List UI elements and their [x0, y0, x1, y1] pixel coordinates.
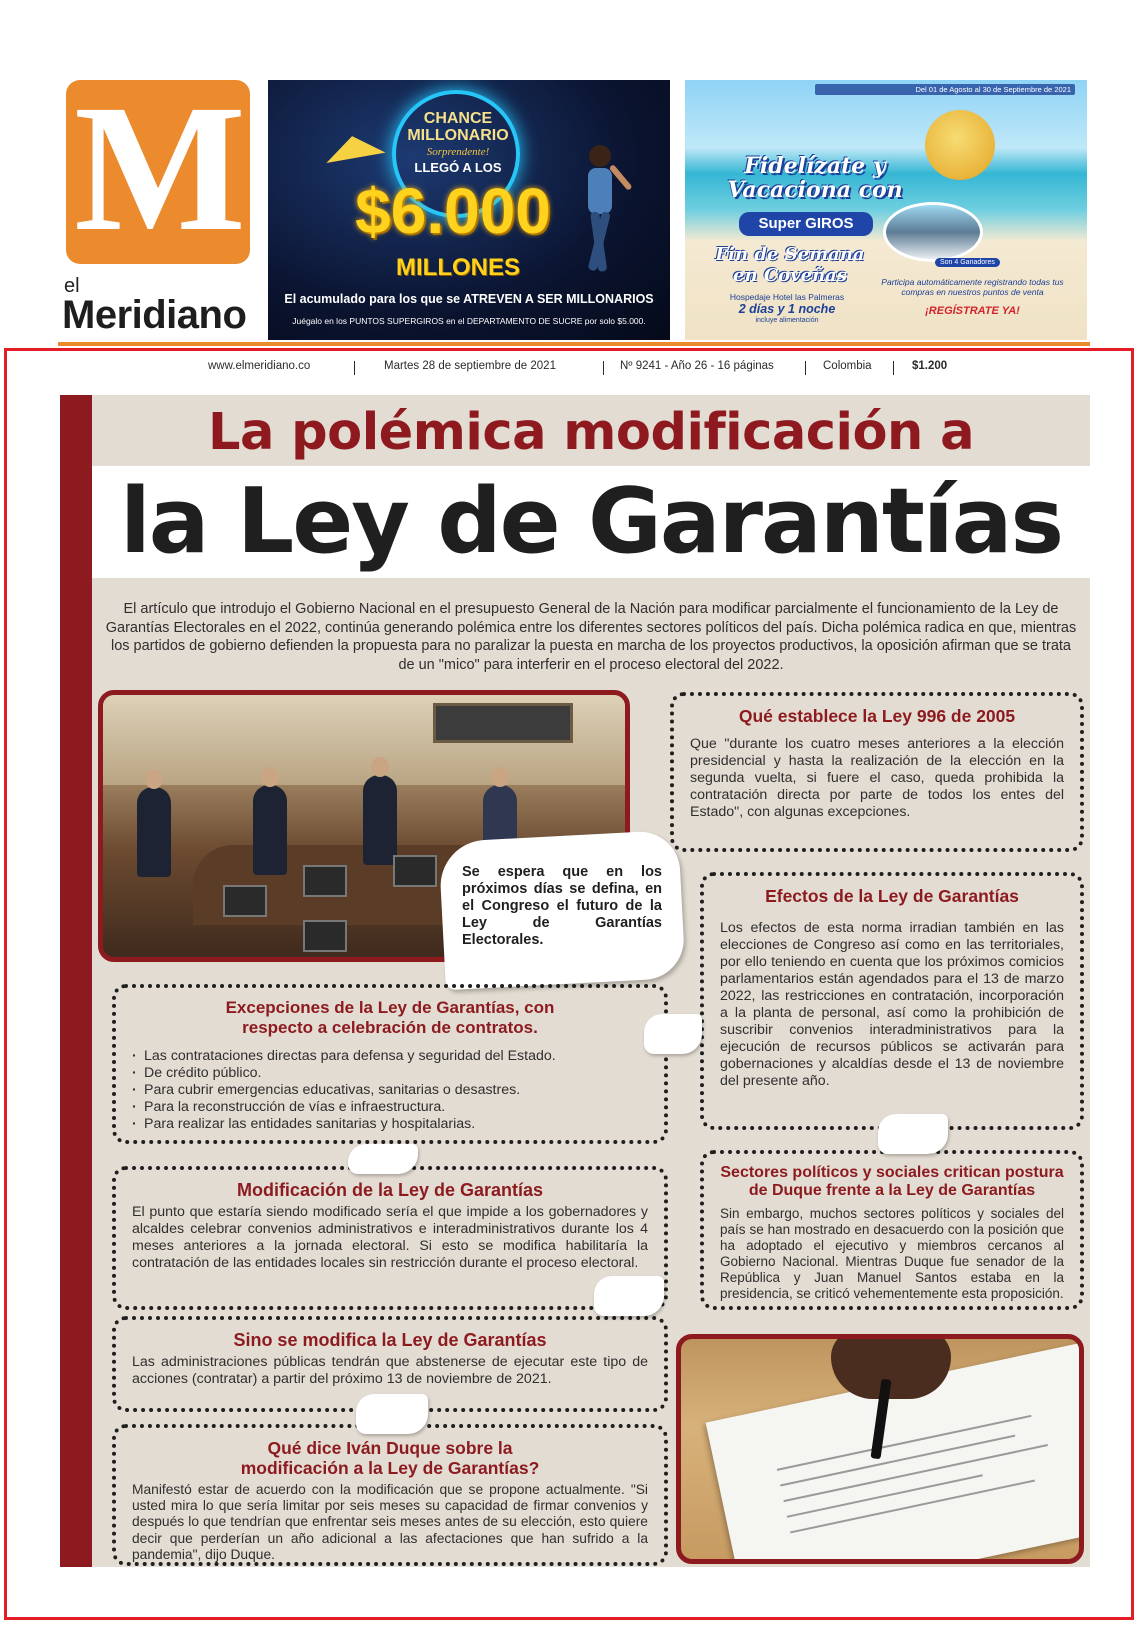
logo-letter: M	[74, 80, 242, 264]
ad-supergiros-incluye: incluye alimentación	[755, 317, 819, 324]
list-item: · De crédito público.	[132, 1065, 648, 1082]
box-sectores	[700, 1150, 1084, 1310]
photo-hand	[831, 1334, 951, 1399]
box-modificacion	[112, 1166, 668, 1310]
photo-person-head	[491, 767, 509, 787]
ad-supergiros-date: Del 01 de Agosto al 30 de Septiembre de 2021	[815, 84, 1075, 95]
box-ley-996-text: Que "durante los cuatro meses anteriores a la elección presidencial y hasta la realización de la elección en la segunda vuelta, si fuere el caso, queda prohibida la contratación directa por parte de todos los entes del Estado", con algunas excepciones.	[690, 736, 1064, 820]
connector-blob	[878, 1114, 948, 1154]
box-ley-996	[670, 692, 1084, 852]
photo-person-head	[371, 757, 389, 777]
ad-supergiros-ganadores: Son 4 Ganadores	[935, 258, 1000, 267]
logo-el: el	[64, 275, 80, 297]
article-intro: El artículo que introdujo el Gobierno Nacional en el presupuesto General de la Nación para modificar parcialmente el funcionamiento de la Ley de Garantías Electorales en el 2022, continúa generando polémica entre los diferentes sectores políticos del país. Dicha polémica radica en que, mientras los partidos de gobierno defienden la propuesta para no paralizar la puesta en marcha de los proyectos productivos, la oposición afirman que se trata de un "mico" para interferir en el proceso electoral del 2022.	[105, 601, 1077, 673]
photo-person	[363, 775, 397, 865]
dateline-separator	[354, 361, 355, 375]
connector-blob	[348, 1144, 418, 1174]
ad-supergiros-participa: Participa automáticamente registrando todas tus compras en nuestros puntos de venta	[881, 277, 1064, 297]
box-modificacion-text: El punto que estaría siendo modificado sería el que impide a los gobernadores y alcaldes celebrar convenios administrativos e interadministrativos durante los 4 meses anteriores a la jornada electoral. Si esto se modifica habilitaría la contratación de las entidades locales sin restricción durante el proceso electoral.	[132, 1204, 648, 1271]
box-efectos	[700, 872, 1084, 1130]
logo-badge	[66, 80, 250, 264]
box-sino-text: Las administraciones públicas tendrán que abstenerse de ejecutar este tipo de acciones (contratar) a partir del próximo 13 de noviembre de 2021.	[132, 1354, 648, 1387]
logo-name: Meridiano	[62, 293, 247, 337]
list-item: · Para la reconstrucción de vías e infraestructura.	[132, 1099, 648, 1116]
dateline-date: Martes 28 de septiembre de 2021	[384, 360, 556, 372]
ad-chance-tagline: Sorprendente!	[426, 146, 490, 158]
box-duque	[112, 1424, 668, 1566]
photo-paper-line	[777, 1415, 1032, 1471]
box-sino-title: Sino se modifica la Ley de Garantías	[233, 1330, 547, 1350]
headline-line-1: La polémica modificación a	[207, 403, 975, 462]
photo-person	[253, 785, 287, 875]
box-efectos-title: Efectos de la Ley de Garantías	[765, 886, 1019, 906]
box-sectores-text: Sin embargo, muchos sectores políticos y sociales del país se han mostrado en desacuerdo con la posición que ha adoptado el ejecutivo y miembros cercanos al Gobierno Nacional. Mientras Duque fue senador de la República y Juan Manuel Santos estaba en la presidencia, se criticó vehementemente esta proposición.	[720, 1206, 1064, 1301]
connector-blob	[644, 1014, 702, 1054]
ad-chance-fineprint: Juégalo en los PUNTOS SUPERGIROS en el DEPARTAMENTO DE SUCRE por solo $5.000.	[292, 316, 646, 326]
ad-chance-llego: LLEGÓ A LOS	[414, 160, 502, 175]
box-ley-996-title: Qué establece la Ley 996 de 2005	[738, 706, 1016, 726]
ad-supergiros-headline: Fidelízate y Vacaciona con	[727, 153, 903, 203]
ad-chance-millonario[interactable]	[268, 80, 670, 340]
photo-monitor	[223, 885, 267, 917]
ad-chance-amount: $6.000	[355, 175, 551, 247]
ad-supergiros-brand: Super GIROS	[739, 212, 873, 236]
photo-screen	[433, 703, 573, 743]
list-item: · Las contrataciones directas para defensa y seguridad del Estado.	[132, 1048, 648, 1065]
photo-person	[137, 787, 171, 877]
photo-person-head	[145, 769, 163, 789]
signing-photo	[676, 1334, 1084, 1564]
ad-supergiros-fin-semana: Fin de Semana en Coveñas	[715, 244, 865, 286]
box-duque-title: Qué dice Iván Duque sobre la modificación a la Ley de Garantías?	[240, 1438, 540, 1478]
photo-caption: Se espera que en los próximos días se defina, en el Congreso el futuro de la Ley de Garantías Electorales.	[462, 864, 662, 948]
article-side-bar	[60, 395, 92, 1567]
box-excepciones	[112, 984, 668, 1144]
dateline	[0, 360, 1144, 380]
list-item: · Para realizar las entidades sanitarias y hospitalarias.	[132, 1116, 648, 1133]
photo-monitor	[303, 920, 347, 952]
dateline-separator	[805, 361, 806, 375]
dateline-issue: Nº 9241 - Año 26 - 16 páginas	[620, 360, 774, 372]
photo-monitor	[303, 865, 347, 897]
box-efectos-text: Los efectos de esta norma irradian también en las elecciones de Congreso así como en las territoriales, por ello teniendo en cuenta que los próximos comicios parlamentarios están agendados para el 13 de marzo 2022, las restricciones en contratación, incorporación a la planta de personal, así como la prohibición de suscribir convenios interadministrativos para la ejecución de recursos públicos se activarán para gobernaciones y alcaldías desde el 13 de noviembre del presente año.	[720, 920, 1064, 1089]
box-modificacion-title: Modificación de la Ley de Garantías	[236, 1180, 544, 1200]
photo-person-head	[261, 767, 279, 787]
box-sectores-title: Sectores políticos y sociales critican postura de Duque frente a la Ley de Garantías	[720, 1164, 1064, 1199]
ad-supergiros[interactable]	[685, 80, 1087, 340]
woman-figure-icon	[568, 140, 632, 290]
headline-line-2: la Ley de Garantías	[119, 469, 1063, 574]
ad-chance-title: CHANCE MILLONARIO	[407, 110, 509, 144]
masthead-divider	[58, 342, 1090, 346]
ad-chance-millones: MILLONES	[396, 254, 520, 281]
box-excepciones-title: Excepciones de la Ley de Garantías, con respecto a celebración de contratos.	[225, 998, 555, 1037]
photo-paper-line	[783, 1444, 1048, 1502]
dateline-separator	[603, 361, 604, 375]
dateline-website[interactable]: www.elmeridiano.co	[208, 360, 311, 372]
photo-monitor	[393, 855, 437, 887]
dateline-separator	[893, 361, 894, 375]
ad-chance-acumulado: El acumulado para los que se ATREVEN A SER MILLONARIOS	[284, 292, 654, 306]
ad-supergiros-dias: 2 días y 1 noche	[738, 302, 836, 316]
excepciones-list	[132, 1048, 648, 1133]
ad-supergiros-registrate[interactable]: ¡REGÍSTRATE YA!	[925, 305, 1020, 317]
connector-blob	[356, 1394, 428, 1434]
hotel-photo	[883, 202, 983, 262]
ad-arrow-decoration	[323, 131, 386, 163]
connector-blob	[594, 1276, 664, 1316]
ad-supergiros-hospedaje: Hospedaje Hotel las Palmeras	[729, 292, 845, 302]
dateline-price: $1.200	[912, 360, 948, 372]
dateline-country: Colombia	[823, 360, 872, 372]
box-duque-text: Manifestó estar de acuerdo con la modificación que se propone actualmente. "Si usted mira lo que sería limitar por seis meses su capacidad de firmar convenios y después lo que tendrían que enfrentar seis meses antes de su elección, esto quiere decir que perderían un año adicional a las afectaciones que han sufrido a la pandemia", dijo Duque.	[132, 1482, 648, 1562]
list-item: · Para cubrir emergencias educativas, sanitarias o desastres.	[132, 1082, 648, 1099]
sun-hat-icon	[925, 110, 995, 180]
